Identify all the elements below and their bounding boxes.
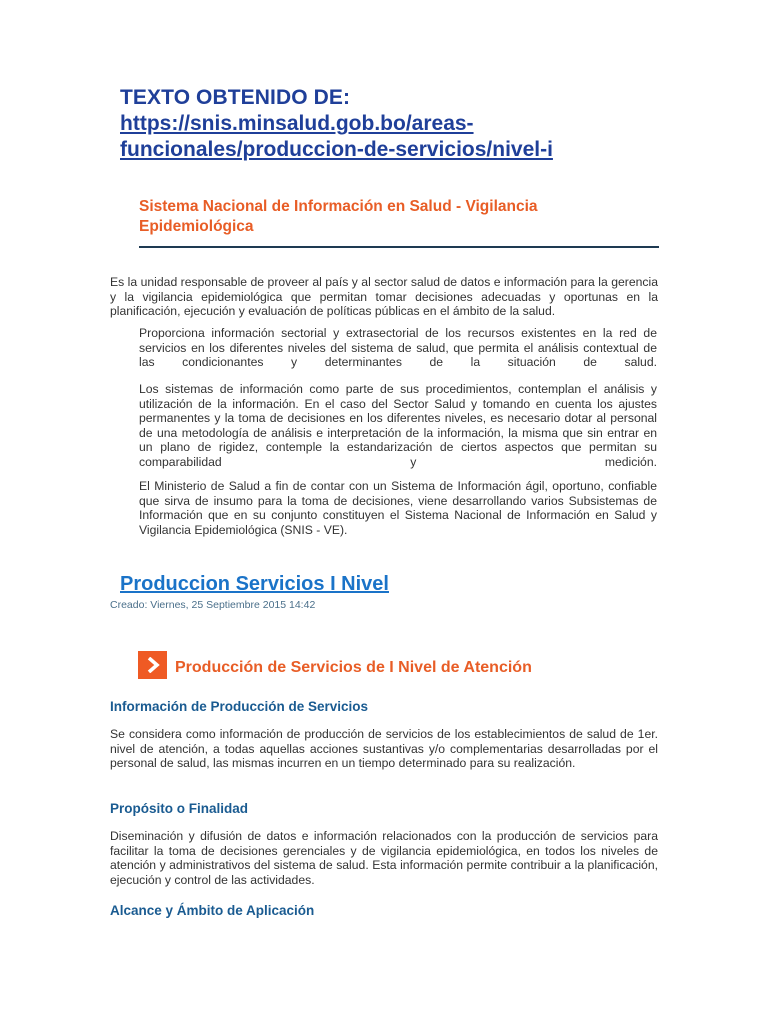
snis-title: Sistema Nacional de Información en Salud - Vigilancia Epidemiológica (139, 198, 538, 235)
source-label: TEXTO OBTENIDO DE: (120, 86, 351, 109)
subheading-informacion: Información de Producción de Servicios (110, 699, 369, 714)
intro-paragraph: Es la unidad responsable de proveer al país y al sector salud de datos e información para la gerencia y la vigilancia epidemiológica que permitan tomar decisiones adecuadas y oportunas en la planificación, ejecución y evaluación de políticas públicas en el ámbito de la salud. (110, 275, 658, 319)
title-divider (139, 246, 659, 248)
subheading-proposito: Propósito o Finalidad (110, 801, 248, 816)
indented-paragraph: El Ministerio de Salud a fin de contar con un Sistema de Información ágil, oportuno, confiable que sirva de insumo para la toma de decisiones, viene desarrollando varios Subsistemas de Información que en su conjunto constituyen el Sistema Nacional de Información en Salud y Vigilancia Epidemiológica (SNIS - VE). (139, 479, 657, 537)
created-date: Creado: Viernes, 25 Septiembre 2015 14:42 (110, 599, 316, 611)
indented-paragraph: Proporciona información sectorial y extrasectorial de los recursos existentes en la red de servicios en los diferentes niveles del sistema de salud, que permita el análisis contextual de las condicionantes y determinantes de la situación de salud. (139, 326, 657, 370)
subheading-alcance: Alcance y Ámbito de Aplicación (110, 903, 315, 918)
section-title: Producción de Servicios de I Nivel de Atención (175, 659, 532, 676)
body-paragraph: Se considera como información de producción de servicios de los establecimientos de salud de 1er. nivel de atención, a todas aquellas acciones sustantivas y/o complementarias desarrolladas por el personal de salud, las mismas incurren en un tiempo determinado para su realización. (110, 727, 658, 771)
produccion-servicios-link[interactable]: Produccion Servicios I Nivel (120, 573, 389, 595)
chevron-right-icon (138, 651, 167, 679)
source-url-link[interactable]: https://snis.minsalud.gob.bo/areas-funcionales/produccion-de-servicios/nivel-i (120, 112, 553, 161)
body-paragraph: Diseminación y difusión de datos e información relacionados con la producción de servicios para facilitar la toma de decisiones gerenciales y de vigilancia epidemiológica, en todos los niveles de atención y administrativos del sistema de salud. Esta información permite contribuir a la planificación, ejecución y control de las actividades. (110, 829, 658, 887)
chevron-right-glyph (146, 657, 160, 673)
indented-paragraph: Los sistemas de información como parte de sus procedimientos, contemplan el análisis y utilización de la información. En el caso del Sector Salud y tomando en cuenta los ajustes permanentes y la toma de decisiones en los diferentes niveles, es necesario dotar al personal de una metodología de análisis e interpretación de la información, la misma que sin entrar en un plano de rigidez, contemple la estandarización de ciertos aspectos que permitan su comparabilidad y medición. (139, 382, 657, 469)
